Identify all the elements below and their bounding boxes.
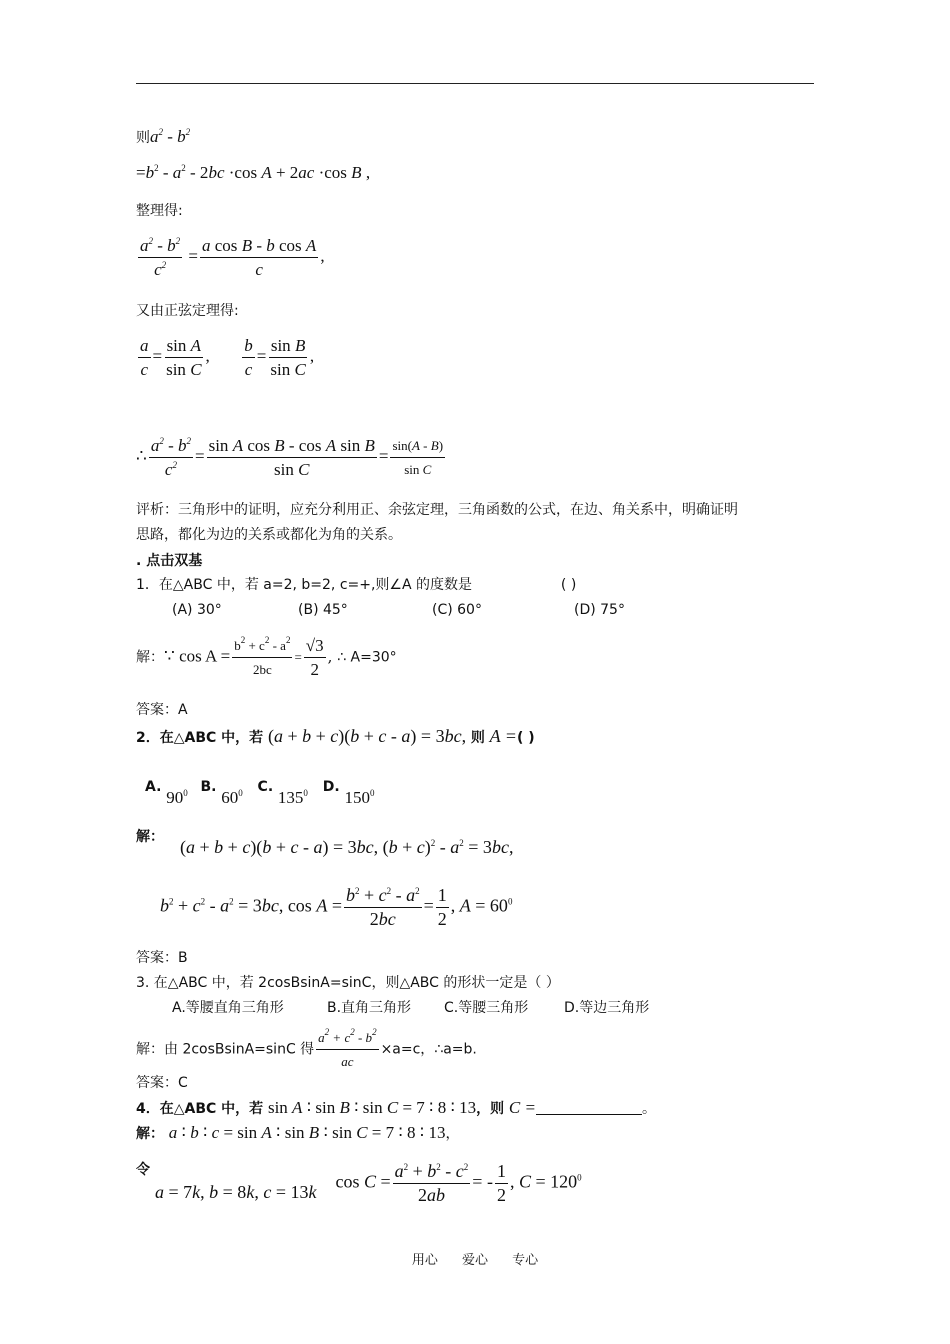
sine-law-ratios: $\frac{a}{c}$ = $\frac{\text{sin A}}{\text{sin C}}$ , $\frac{b}{c}$ = $\frac{\text{sin B}}{\text{sin C}}$ , [140,336,315,379]
q2-option-a-label: A. [145,779,162,795]
q1-root3-over-2: $\frac{√3}{2}$ [305,636,324,679]
q4-cosine-fraction: $\frac{a^2 + b^2 - c^2}{2ab}$ [394,1161,469,1205]
q3-stem: 3. 在△ABC 中，若 2cosBsinA=sinC，则△ABC 的形状一定是（ ） [136,975,560,991]
fraction-projection: $\frac{\text{a cos B - b cos A}}{c}$ [202,236,317,279]
organize-label: 整理得: [136,203,183,219]
comment-line-2: 思路，都化为边的关系或都化为角的关系。 [136,527,402,543]
q4-answer-blank [536,1100,642,1115]
header-rule [136,83,814,84]
q1-solution-label: 解： [136,649,164,666]
then-label: 则 [136,130,150,146]
q2-half-fraction: $\frac{1}{2}$ [437,885,447,929]
q3-option-a: A.等腰直角三角形 [172,1000,284,1016]
q3-options [172,998,649,1018]
q3-option-b: B.直角三角形 [327,1000,412,1016]
q2-solution-line-2: $b^2 + c^2 - a^2 = 3bc$, cos A = $\frac{b^2 + c^2 - a^2}{2bc}$ = $\frac{1}{2}$ , $A = 60^0$ [160,885,513,929]
q1-answer: 答案：A [136,702,188,718]
q4-half-fraction: $\frac{1}{2}$ [496,1161,506,1205]
q3-cosine-fraction: $\frac{a^2 + c^2 - b^2}{ac}$ [318,1027,377,1069]
fraction-a-over-c: $\frac{a}{c}$ [140,336,149,379]
footer-text-2: 爱心 [461,1253,488,1268]
fraction-b-over-c: $\frac{b}{c}$ [244,336,253,379]
q1-option-a: (A) 30° [172,602,222,618]
q2-condition: (a + b + c)(b + c - a) = 3bc, [267,726,467,746]
q4-let-label: 令 [136,1162,150,1178]
q1-solution-result: ∴ A=30° [337,649,397,666]
fraction-sinB-over-sinC: $\frac{\text{sin B}}{\text{sin C}}$ [270,336,306,379]
q1-option-d: (D) 75° [574,602,625,618]
q1-options [172,600,625,620]
q3-solution [136,1028,477,1071]
q1-stem-text: 1．在△ABC 中，若 a=2, b=2, c=+,则∠A 的度数是 [136,577,473,593]
q2-stem-tail: A = [489,726,517,746]
q4-solution: 解： a ∶ b ∶ c = sin A ∶ sin B ∶ sin C = 7 ∶ 8 ∶ 13， [136,1123,460,1142]
q4-solution-line-2: a = 7k, b = 8k, c = 13k cos C = $\frac{a^2 + b^2 - c^2}{2ab}$ = - $\frac{1}{2}$ , $C = 120^0$ [155,1161,582,1205]
q3-solution-prefix: 解：由 2cosBsinA=sinC 得 [136,1041,315,1058]
q2-options [145,776,375,807]
fraction-sin-difference: $\frac{\sin(A - B)}{\text{sin C}}$ [392,438,444,477]
q2-option-d-value: $150^0$ [344,788,375,807]
q1-answer-paren: ( ) [560,577,577,593]
q4-solution-ratio: a ∶ b ∶ c = sin A ∶ sin B ∶ sin C = 7 ∶ 8 ∶ 13 [168,1123,446,1142]
section-title: . 点击双基 [136,553,203,569]
sine-law-label: 又由正弦定理得: [136,303,239,319]
q1-cosine-fraction: $\frac{b^2 + c^2 - a^2}{2bc}$ [234,635,291,677]
q2-option-a-value: $90^0$ [166,788,188,807]
q1-option-c: (C) 60° [432,602,482,618]
q2-option-c-label: C. [257,779,274,795]
q2-cosine-fraction: $\frac{b^2 + c^2 - a^2}{2bc}$ [345,885,420,929]
q2-option-d-label: D. [322,779,340,795]
q4-period: 。 [641,1101,656,1117]
q4-ratio: sin A ∶ sin B ∶ sin C = 7 ∶ 8 ∶ 13 [267,1098,477,1117]
q4-stem-tail: C = [508,1098,536,1117]
q3-option-d: D.等边三角形 [564,1000,650,1016]
q2-answer: 答案：B [136,950,188,966]
fraction-lhs: $\frac{a^2 - b^2}{c^2}$ [150,436,191,479]
fraction-sinA-over-sinC: $\frac{\text{sin A}}{\text{sin C}}$ [166,336,202,379]
q3-option-c: C.等腰三角形 [444,1000,529,1016]
footer-text-3: 专心 [512,1253,539,1268]
derivation-line-1 [136,127,190,148]
q4-let-values: a = 7k, b = 8k, c = 13k [155,1181,317,1202]
lhs-expression: $a^2 - b^2$ [150,127,191,146]
fraction-expanded-sine: $\frac{\text{sin A cos B - cos A sin B}}{\text{sin C}}$ [208,436,375,479]
q2-option-b-label: B. [200,779,217,795]
q2-stem-mid: 则 [470,730,485,746]
q2-stem: 2．在△ABC 中，若 (a + b + c)(b + c - a) = 3bc, 则 A =( ) [136,726,535,746]
q2-stem-prefix: 2．在△ABC 中，若 [136,730,264,746]
q4-stem-prefix: 4．在△ABC 中，若 [136,1101,264,1117]
q2-solution-label: 解： [136,829,164,845]
q1-option-b: (B) 45° [298,602,348,618]
q3-solution-suffix: ×a=c，∴a=b. [380,1041,477,1058]
q2-option-c-value: $135^0$ [277,788,308,807]
footer-text-1: 用心 [411,1253,438,1268]
comment-line-1: 评析：三角形中的证明，应充分利用正、余弦定理，三角函数的公式，在边、角关系中，明确证明 [136,502,738,518]
q4-solution-label: 解： [136,1126,164,1142]
q1-solution: 解：∵ cos A = $\frac{b^2 + c^2 - a^2}{2bc}$ = $\frac{√3}{2}$ , ∴ A=30° [136,635,397,679]
q4-stem [136,1098,656,1119]
q2-solution-line-1: (a + b + c)(b + c - a) = 3bc, $(b + c)^2 - a^2 = 3bc$, [180,837,514,857]
q2-option-b-value: $60^0$ [221,788,243,807]
expanded-equation: $=b^2 - a^2 - 2bc \cdot\cos$ A + 2ac ·cos B , [136,163,371,182]
q4-stem-mid: ，则 [476,1101,505,1117]
page-footer [0,1249,950,1268]
q1-stem [136,575,576,595]
fraction-diff-over-c2: $\frac{a^2 - b^2}{c^2}$ [140,236,181,279]
organized-equation: $\frac{a^2 - b^2}{c^2}$ = $\frac{\text{a cos B - b cos A}}{c}$ , [140,236,325,279]
conclusion-equation: ∴ $\frac{a^2 - b^2}{c^2}$ = $\frac{\text{sin A cos B - cos A sin B}}{\text{sin C}}$ = $\frac{\sin(A - B)}{\text{sin C}}$ [136,436,444,479]
q3-answer: 答案：C [136,1075,188,1091]
